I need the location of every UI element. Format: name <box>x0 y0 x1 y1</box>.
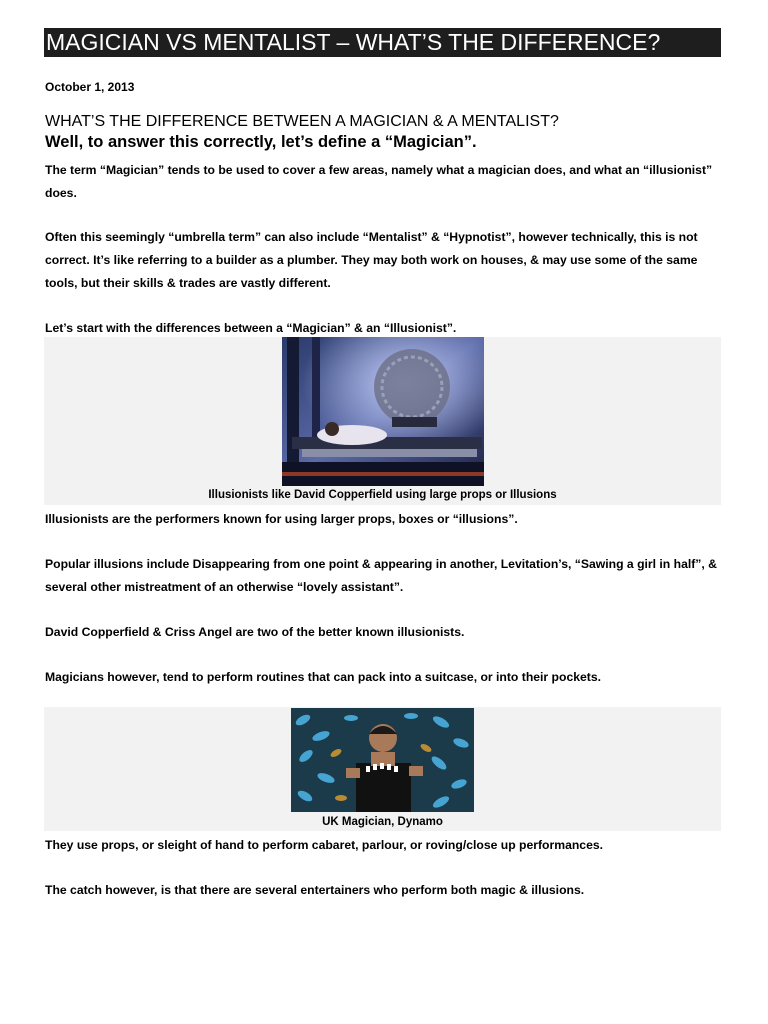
dynamo-photo-graphic <box>291 708 474 812</box>
paragraph: The term “Magician” tends to be used to cover a few areas, namely what a magician does, and what an “illusionist” does. <box>45 163 713 200</box>
page-title: MAGICIAN VS MENTALIST – WHAT’S THE DIFFERENCE? <box>44 28 721 57</box>
paragraph: Often this seemingly “umbrella term” can also include “Mentalist” & “Hypnotist”, however technically, this is not correct. It’s like referring to a builder as a plumber. They may both work on houses, & may use some of the same tools, but their skills & trades are vastly different. <box>45 230 698 290</box>
section-heading: WHAT’S THE DIFFERENCE BETWEEN A MAGICIAN & A MENTALIST? <box>45 113 559 130</box>
paragraph: David Copperfield & Criss Angel are two of the better known illusionists. <box>45 625 465 639</box>
figure-magician <box>44 707 721 831</box>
paragraph: Let’s start with the differences between a “Magician” & an “Illusionist”. <box>45 321 457 335</box>
paragraph: The catch however, is that there are several entertainers who perform both magic & illusions. <box>45 883 585 897</box>
illusionist-photo-graphic <box>282 337 484 486</box>
paragraph: Popular illusions include Disappearing from one point & appearing in another, Levitation’s, “Sawing a girl in half”, & several other mistreatment of an otherwise “lovely assistant”. <box>45 557 717 594</box>
post-date: October 1, 2013 <box>45 80 135 94</box>
dynamo-photo <box>291 708 474 812</box>
lead-sentence: Well, to answer this correctly, let’s define a “Magician”. <box>45 133 477 151</box>
paragraph: Magicians however, tend to perform routines that can pack into a suitcase, or into their pockets. <box>45 670 602 684</box>
paragraph: They use props, or sleight of hand to perform cabaret, parlour, or roving/close up performances. <box>45 838 604 852</box>
paragraph: Illusionists are the performers known for using larger props, boxes or “illusions”. <box>45 512 518 526</box>
figure-caption: UK Magician, Dynamo <box>322 816 443 828</box>
figure-caption: Illusionists like David Copperfield using large props or Illusions <box>208 489 557 501</box>
figure-illusionist <box>44 337 721 505</box>
illusionist-photo <box>282 337 484 486</box>
